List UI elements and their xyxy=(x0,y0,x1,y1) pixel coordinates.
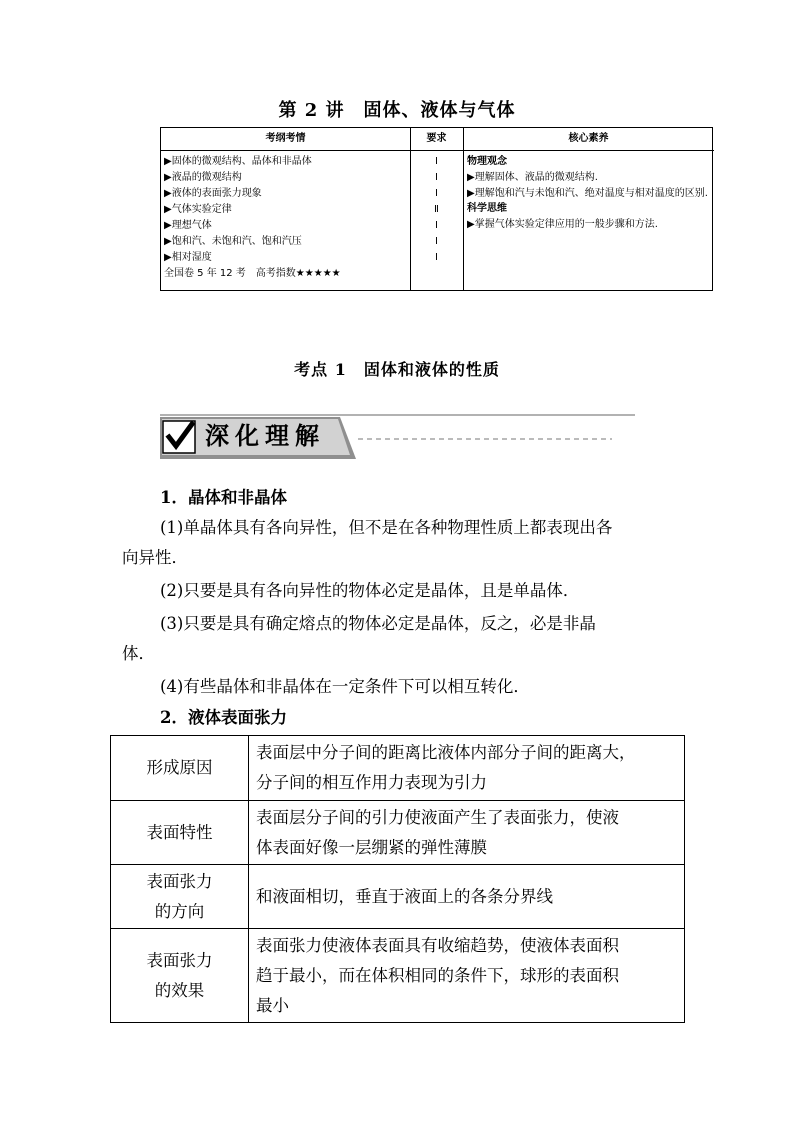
heading-surface-tension: 2．液体表面张力 xyxy=(160,708,287,727)
syllabus-requirement: Ⅰ xyxy=(435,172,438,183)
table-value: 表面层中分子间的距离比液体内部分子间的距离大， 分子间的相互作用力表现为引力 xyxy=(249,736,685,801)
syllabus-topic-list xyxy=(164,154,341,282)
core-item: ▶理解固体、液晶的微观结构. xyxy=(467,171,598,183)
syllabus-header-core: 核心素养 xyxy=(463,128,714,151)
table-key: 形成原因 xyxy=(111,736,249,801)
banner-label: 深化理解 xyxy=(205,422,325,450)
table-row xyxy=(111,929,685,1023)
paragraph: (2)只要是具有各向异性的物体必定是晶体，且是单晶体． xyxy=(160,581,580,600)
paragraph: 体． xyxy=(122,644,155,663)
lesson-title: 第 2 讲 固体、液体与气体 xyxy=(278,100,516,121)
syllabus-requirement: Ⅰ xyxy=(435,252,438,263)
section-title: 考点 1 固体和液体的性质 xyxy=(294,360,500,379)
syllabus-requirement: Ⅰ xyxy=(435,236,438,247)
syllabus-requirement: Ⅱ xyxy=(434,204,439,215)
syllabus-exam-stats: 全国卷 5 年 12 考 高考指数★★★★★ xyxy=(164,268,341,279)
syllabus-topic: ▶气体实验定律 xyxy=(164,204,232,215)
core-heading: 物理观念 xyxy=(467,156,507,167)
table-key: 表面特性 xyxy=(111,801,249,865)
syllabus-topic: ▶饱和汽、未饱和汽、饱和汽压 xyxy=(164,236,302,247)
table-value: 和液面相切，垂直于液面上的各条分界线 xyxy=(249,865,685,929)
syllabus-requirement-list xyxy=(410,154,463,266)
core-item: ▶理解饱和汽与未饱和汽、绝对温度与相对温度的区别. xyxy=(467,187,708,199)
heading-crystals: 1．晶体和非晶体 xyxy=(160,488,287,507)
paragraph: (3)只要是具有确定熔点的物体必定是晶体，反之，必是非晶 xyxy=(160,614,596,633)
table-row xyxy=(111,736,685,801)
paragraph: 向异性． xyxy=(122,548,188,567)
syllabus-requirement: Ⅰ xyxy=(435,156,438,167)
table-row xyxy=(111,865,685,929)
syllabus-requirement: Ⅰ xyxy=(435,220,438,231)
table-key: 表面张力 的效果 xyxy=(111,929,249,1023)
syllabus-header-requirement: 要求 xyxy=(410,128,463,151)
syllabus-divider xyxy=(463,128,464,290)
core-heading: 科学思维 xyxy=(467,203,507,215)
syllabus-topic: ▶相对湿度 xyxy=(164,252,212,263)
paragraph: (4)有些晶体和非晶体在一定条件下可以相互转化． xyxy=(160,677,530,696)
table-row xyxy=(111,801,685,865)
syllabus-header-exam: 考纲考情 xyxy=(161,128,410,151)
syllabus-topic: ▶液晶的微观结构 xyxy=(164,172,242,183)
syllabus-topic: ▶理想气体 xyxy=(164,220,212,231)
syllabus-topic: ▶固体的微观结构、晶体和非晶体 xyxy=(164,156,312,167)
core-competency xyxy=(467,154,711,233)
table-key: 表面张力 的方向 xyxy=(111,865,249,929)
table-value: 表面张力使液体表面具有收缩趋势，使液体表面积 趋于最小，而在体积相同的条件下，球形的表面积 最小 xyxy=(249,929,685,1023)
paragraph: (1)单晶体具有各向异性，但不是在各种物理性质上都表现出各 xyxy=(160,518,613,537)
table-value: 表面层分子间的引力使液面产生了表面张力，使液 体表面好像一层绷紧的弹性薄膜 xyxy=(249,801,685,865)
core-item: ▶掌握气体实验定律应用的一般步骤和方法. xyxy=(467,219,658,231)
syllabus-topic: ▶液体的表面张力现象 xyxy=(164,188,262,199)
surface-tension-table xyxy=(110,735,685,1023)
syllabus-table xyxy=(160,127,713,291)
syllabus-requirement: Ⅰ xyxy=(435,188,438,199)
